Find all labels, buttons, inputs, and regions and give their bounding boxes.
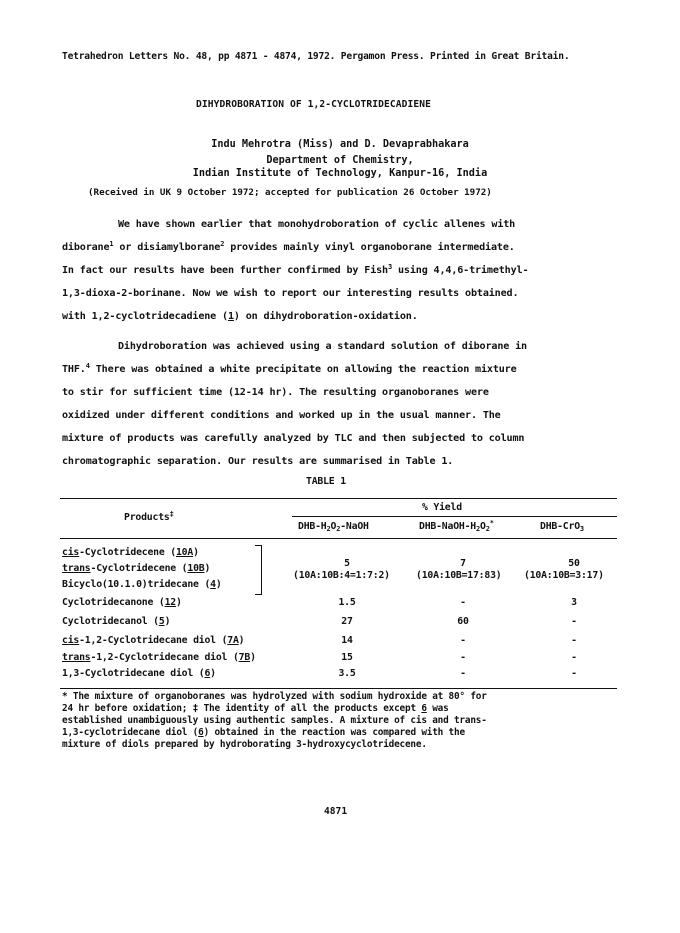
ref-4: 4	[85, 362, 90, 370]
text: DHB-NaOH-H	[419, 521, 476, 532]
text: -1,2-Cyclotridecane diol (	[90, 652, 239, 663]
compound-number: 1	[227, 311, 234, 322]
text: The identity of all the products except	[198, 703, 422, 714]
ref-1: 1	[109, 240, 114, 248]
group-ratio-2: (10A:10B=17:83)	[416, 570, 502, 581]
yield-cell: 27	[341, 616, 353, 627]
yield-cell: -	[571, 652, 577, 663]
table-caption: TABLE 1	[306, 476, 346, 487]
text: We have shown earlier that monohydroboration of cyclic allenes with	[118, 219, 516, 230]
yield-cell: 1.5	[338, 597, 356, 608]
text: )	[175, 597, 182, 608]
table-row	[62, 597, 182, 608]
text: )	[164, 616, 171, 627]
table-row	[62, 579, 222, 590]
text: -NaOH	[340, 521, 369, 532]
yield-cell: -	[460, 652, 466, 663]
text: Products	[124, 512, 170, 523]
table-header-rule	[60, 538, 617, 539]
footnote-mark: *	[489, 519, 494, 527]
footnote-line-3: established unambiguously using authentic samples. A mixture of cis and trans-	[62, 715, 487, 726]
compound-number: 6	[204, 668, 211, 679]
yield-cell: -	[571, 668, 577, 679]
text: ) on dihydroboration-oxidation.	[233, 311, 418, 322]
yield-cell: 60	[457, 616, 469, 627]
yield-span-rule	[292, 516, 617, 517]
article-title: DIHYDROBORATION OF 1,2-CYCLOTRIDECADIENE	[196, 99, 432, 110]
text: O	[330, 521, 337, 532]
affiliation-institute: Indian Institute of Technology, Kanpur-16, India	[192, 168, 488, 179]
para2-line-2	[62, 359, 517, 381]
yield-cell: 3.5	[338, 668, 356, 679]
yield-header: % Yield	[422, 502, 462, 513]
yield-cell: -	[460, 668, 466, 679]
footnote-mark: ‡	[192, 703, 199, 714]
text: 2	[326, 525, 331, 533]
ref-2: 2	[220, 240, 225, 248]
text: -Cyclotridecene (	[79, 547, 176, 558]
text: using 4,4,6-trimethyl-	[392, 265, 529, 276]
col-header-h2o2-naoh	[298, 521, 369, 532]
yield-cell: -	[571, 616, 577, 627]
compound-number: 6	[198, 727, 204, 738]
yield-cell: -	[571, 635, 577, 646]
table-row	[62, 668, 216, 679]
compound-number: 12	[164, 597, 176, 608]
footnote-line-4	[62, 727, 465, 739]
text: 1,3-Cyclotridecane diol (	[62, 668, 205, 679]
footnote-line-2	[62, 703, 449, 715]
text: )	[250, 652, 256, 663]
text: trans	[62, 652, 91, 663]
text: DHB-CrO	[540, 521, 580, 532]
running-header: Tetrahedron Letters No. 48, pp 4871 - 4874, 1972. Pergamon Press. Printed in Great Britain.	[62, 51, 570, 62]
group-yield-3: 50	[568, 558, 580, 569]
text: 24 hr before oxidation;	[62, 703, 193, 714]
text: THF.	[62, 364, 86, 375]
text: diborane	[62, 242, 110, 253]
group-yield-1: 5	[344, 558, 350, 569]
text: 3	[579, 525, 584, 533]
text: )	[204, 563, 211, 574]
compound-number: 6	[421, 703, 427, 714]
text: 2	[336, 525, 341, 533]
text: 1,3-cyclotridecane diol (	[62, 727, 199, 738]
compound-number: 10B	[187, 563, 205, 574]
group-bracket	[255, 545, 262, 595]
text: ) obtained in the reaction was compared with the	[203, 727, 465, 738]
text: )	[193, 547, 199, 558]
yield-cell: -	[460, 635, 466, 646]
text: 2	[475, 525, 480, 533]
text: )	[238, 635, 245, 646]
text: cis	[62, 547, 80, 558]
col-header-cro3	[540, 521, 584, 532]
para1-line-4: 1,3-dioxa-2-borinane. Now we wish to report our interesting results obtained.	[62, 288, 519, 299]
products-header	[124, 512, 174, 523]
group-yield-2: 7	[460, 558, 466, 569]
yield-cell: 15	[341, 652, 353, 663]
compound-number: 7B	[238, 652, 251, 663]
text: cis	[62, 635, 80, 646]
para2-line-4: oxidized under different conditions and worked up in the usual manner. The	[62, 410, 501, 421]
table-row	[62, 547, 199, 558]
yield-cell: 14	[341, 635, 353, 646]
text: In fact our results have been further confirmed by Fish	[62, 265, 388, 276]
yield-cell: 3	[571, 597, 577, 608]
yield-cell: -	[460, 597, 466, 608]
para1-line-3	[62, 260, 528, 282]
text: DHB-H	[298, 521, 327, 532]
table-bottom-rule	[60, 688, 617, 689]
text: trans	[62, 563, 91, 574]
para1-line-1	[118, 214, 515, 236]
footnote-mark: ‡	[169, 510, 174, 518]
text: There was obtained a white precipitate on allowing the reaction mixture	[89, 364, 517, 375]
text: O	[480, 521, 486, 532]
text: Bicyclo(10.1.0)tridecane (	[62, 579, 211, 590]
text: 2	[485, 525, 490, 533]
text: Cyclotridecanone (	[62, 597, 165, 608]
para2-line-6: chromatographic separation. Our results are summarised in Table 1.	[62, 456, 454, 467]
received-dates: (Received in UK 9 October 1972; accepted for publication 26 October 1972)	[88, 187, 492, 198]
group-ratio-1: (10A:10B:4=1:7:2)	[293, 570, 390, 581]
compound-number: 5	[158, 616, 165, 627]
text: )	[215, 579, 222, 590]
table-row	[62, 635, 244, 646]
text: was	[426, 703, 449, 714]
footnote-line-5: mixture of diols prepared by hydroborating 3-hydroxycyclotridecene.	[62, 739, 427, 750]
compound-number: 10A	[175, 547, 194, 558]
authors: Indu Mehrotra (Miss) and D. Devaprabhakara	[211, 139, 469, 150]
para2-line-3: to stir for sufficient time (12-14 hr). The resulting organoboranes were	[62, 387, 489, 398]
para2-line-5: mixture of products was carefully analyzed by TLC and then subjected to column	[62, 433, 525, 444]
footnote-line-1: * The mixture of organoboranes was hydrolyzed with sodium hydroxide at 80° for	[62, 691, 487, 702]
page-number: 4871	[324, 806, 348, 817]
compound-number: 7A	[227, 635, 239, 646]
para1-line-2	[62, 237, 515, 259]
table-row	[62, 652, 256, 663]
text: Cyclotridecanol (	[62, 616, 159, 627]
ref-3: 3	[387, 263, 393, 271]
col-header-naoh-h2o2	[419, 521, 494, 532]
table-top-rule	[60, 498, 617, 499]
text: provides mainly vinyl organoborane intermediate.	[224, 242, 515, 253]
text: -Cyclotridecene (	[90, 563, 188, 574]
para2-line-1: Dihydroboration was achieved using a standard solution of diborane in	[118, 341, 527, 352]
table-row	[62, 616, 170, 627]
text: -1,2-Cyclotridecane diol (	[79, 635, 228, 646]
text: or disiamylborane	[113, 242, 221, 253]
para1-line-5	[62, 306, 418, 328]
group-ratio-3: (10A:10B=3:17)	[524, 570, 604, 581]
text: )	[210, 668, 216, 679]
table-row	[62, 563, 210, 574]
text: with 1,2-cyclotridecadiene (	[62, 311, 228, 322]
compound-number: 4	[210, 579, 216, 590]
affiliation-dept: Department of Chemistry,	[266, 155, 414, 166]
